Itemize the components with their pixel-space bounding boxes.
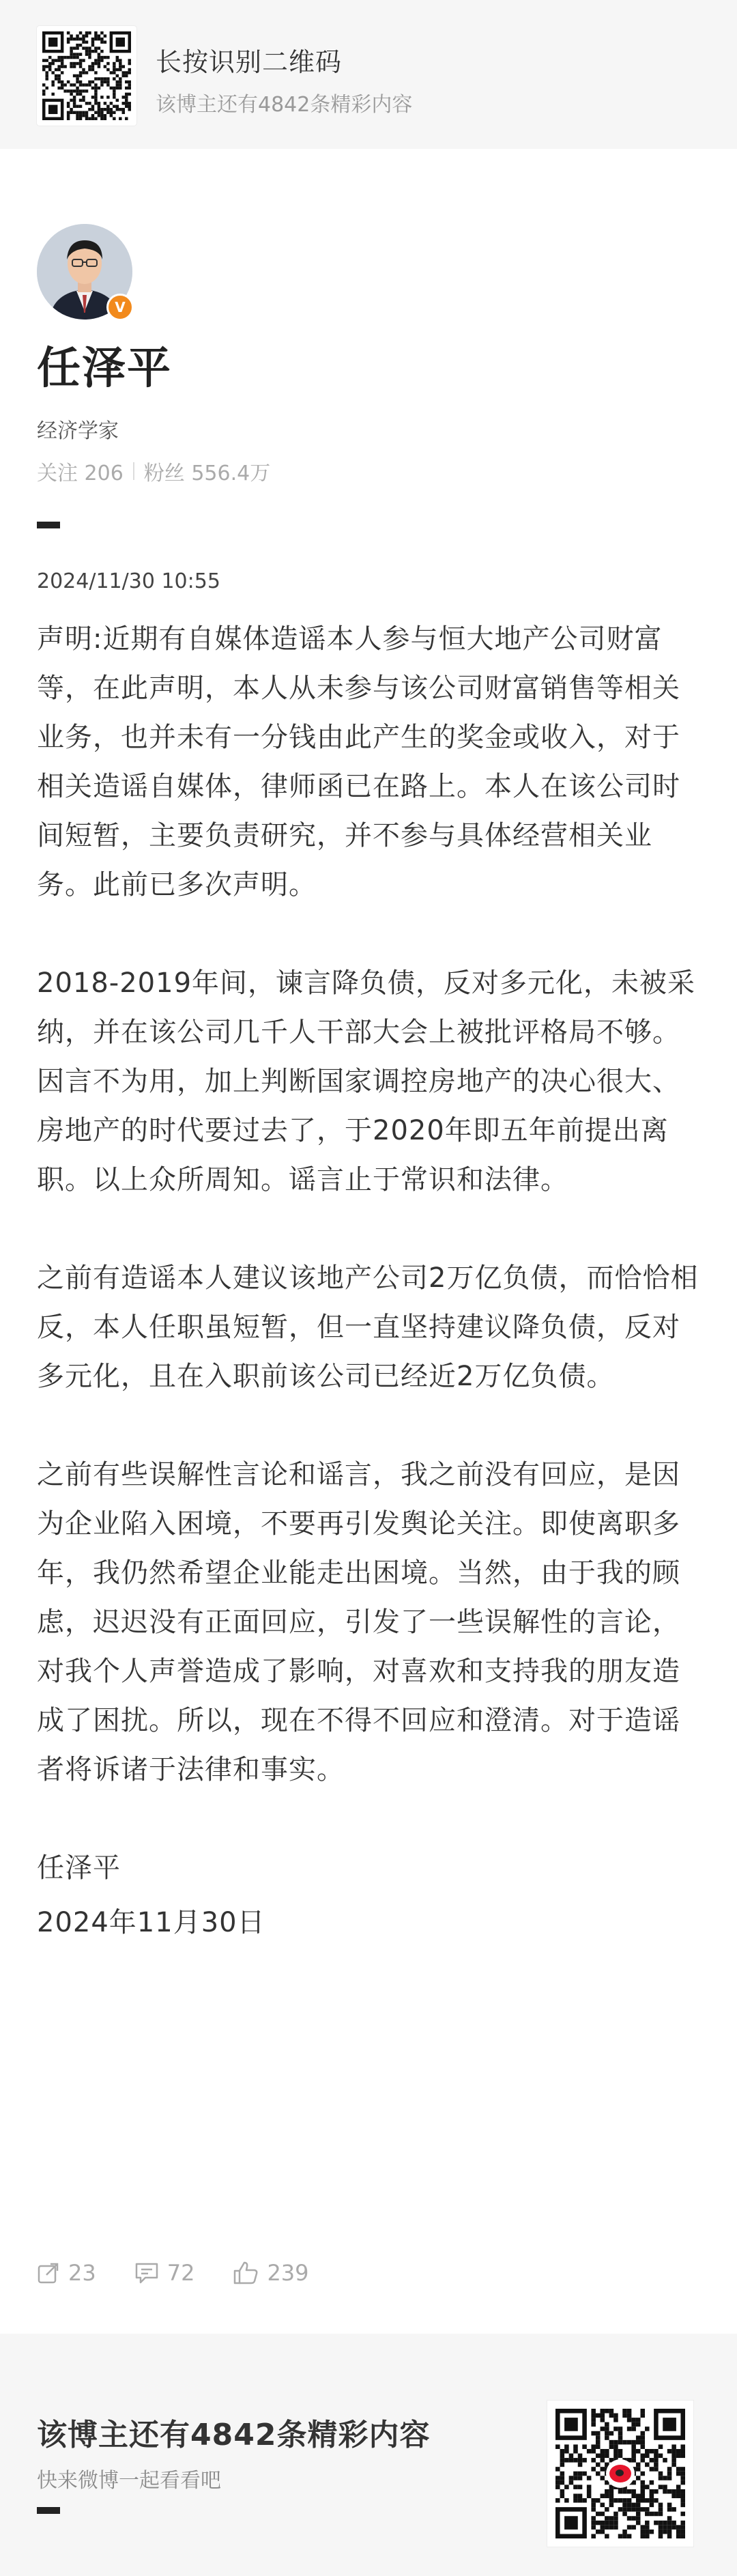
post-body (37, 614, 706, 1947)
post-actions (37, 2260, 347, 2286)
post-paragraph: 2018-2019年间，谏言降负债，反对多元化，未被采纳，并在该公司几千人干部大会上被批评格局不够。因言不为用，加上判断国家调控房地产的决心很大、房地产的时代要过去了，于2020年即五年前提出离职。以上众所周知。谣言止于常识和法律。 (37, 967, 696, 1195)
comment-icon (134, 2261, 159, 2284)
footer-subtitle: 快来微博一起看看吧 (37, 2469, 221, 2493)
like-button[interactable] (233, 2260, 308, 2286)
followers-count[interactable]: 粉丝 556.4万 (143, 462, 271, 485)
qr-code-bottom[interactable] (547, 2401, 693, 2547)
footer-title: 该博主还有4842条精彩内容 (37, 2418, 431, 2452)
post-signature-date: 2024年11月30日 (37, 1907, 265, 1938)
section-divider (37, 522, 60, 528)
profile-title: 经济学家 (37, 419, 119, 443)
stats-divider (133, 462, 134, 480)
footer-divider (37, 2507, 60, 2514)
post-timestamp: 2024/11/30 10:55 (37, 569, 220, 593)
share-count: 23 (68, 2260, 96, 2286)
qr-banner-bottom (0, 2334, 737, 2576)
qr-hint-subtitle: 该博主还有4842条精彩内容 (156, 93, 413, 117)
qr-banner-top (0, 0, 737, 149)
post-paragraph: 之前有造谣本人建议该地产公司2万亿负债，而恰恰相反，本人任职虽短暂，但一直坚持建议降负债，反对多元化，且在入职前该公司已经近2万亿负债。 (37, 1262, 699, 1392)
profile-name[interactable]: 任泽平 (37, 343, 172, 394)
qr-hint-title: 长按识别二维码 (156, 47, 343, 77)
profile-stats (37, 456, 270, 486)
comment-count: 72 (167, 2260, 195, 2286)
share-icon (37, 2261, 60, 2284)
qr-code-top[interactable] (37, 26, 136, 126)
thumbs-up-icon (233, 2261, 259, 2285)
comment-button[interactable] (134, 2260, 195, 2286)
post-paragraph: 之前有些误解性言论和谣言，我之前没有回应，是因为企业陷入困境，不要再引发舆论关注。即使离职多年，我仍然希望企业能走出困境。当然，由于我的顾虑，迟迟没有正面回应，引发了一些误解性的言论，对我个人声誉造成了影响，对喜欢和支持我的朋友造成了困扰。所以，现在不得不回应和澄清。对于造谣者将诉诸于法律和事实。 (37, 1459, 680, 1785)
weibo-logo-icon (606, 2459, 635, 2488)
verified-v-badge-icon: V (106, 294, 134, 321)
like-count: 239 (267, 2260, 309, 2286)
post-signature: 任泽平 (37, 1852, 121, 1884)
post-paragraph: 声明:近期有自媒体造谣本人参与恒大地产公司财富等，在此声明，本人从未参与该公司财富销售等相关业务，也并未有一分钱由此产生的奖金或收入，对于相关造谣自媒体，律师函已在路上。本人在该公司时间短暂，主要负责研究，并不参与具体经营相关业务。此前已多次声明。 (37, 623, 680, 901)
following-count[interactable]: 关注 206 (37, 462, 124, 485)
share-button[interactable] (37, 2260, 96, 2286)
